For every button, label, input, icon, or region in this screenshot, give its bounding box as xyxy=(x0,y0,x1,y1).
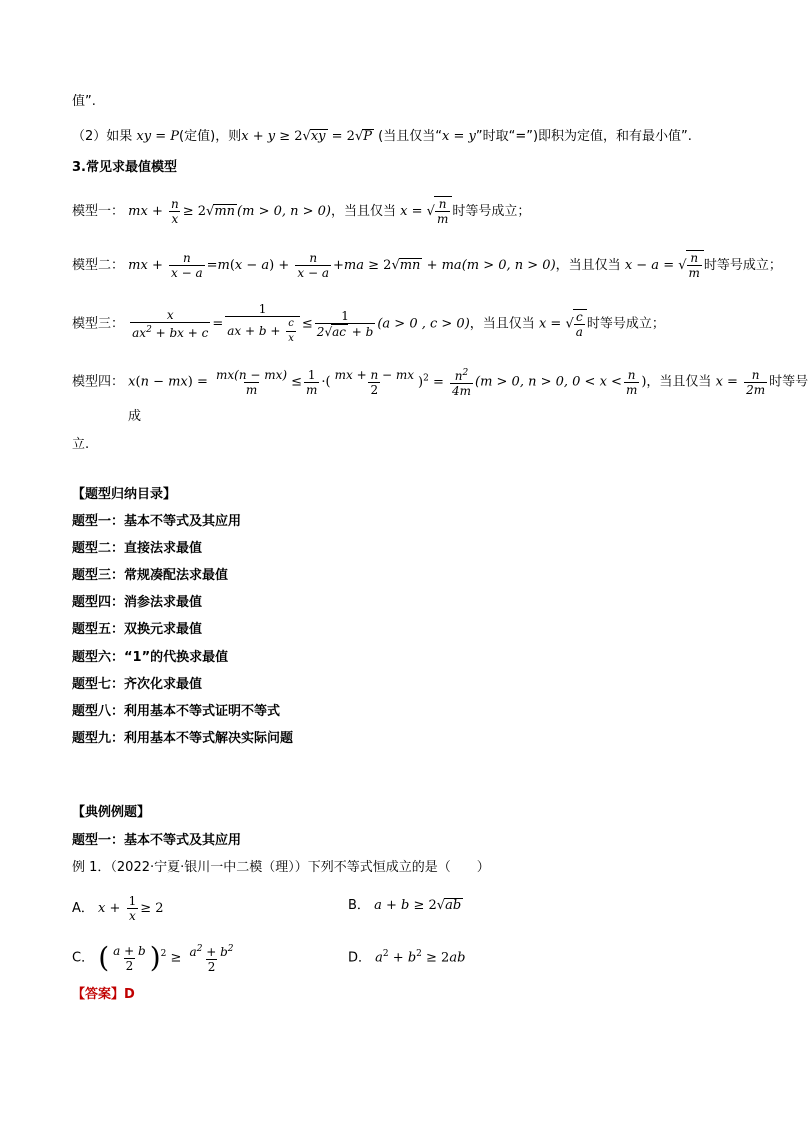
model-1: 模型一： mx + $\frac{n}{x}$ ≥ 2√mn (m > 0, n > 0)，当且仅当 x = √ $\frac{n}{m}$ 时等号成立； xyxy=(72,197,531,226)
option-c-label: C． xyxy=(72,950,95,966)
model-3: 模型三： $\frac{x}{ax^2 + bx + c}$ = 1 ax + b + $\frac{c}{x}$ ≤ $\frac{1}{2√ac + b}$ (a > 0 , c > 0)，当且仅当 x = √ $\frac{c}{a}$ 时等号成立； xyxy=(72,302,665,344)
option-b-label: B． xyxy=(348,898,370,913)
toc-item: 题型五：双换元求最值 xyxy=(72,622,203,637)
intro-item-2: （2）如果 xy = P(定值)，则x + y ≥ 2√xy = 2√P (当且仅当“x = y”时取“=”)即积为定值，和有最小值”. xyxy=(72,129,692,144)
toc-item: 题型九：利用基本不等式解决实际问题 xyxy=(72,731,294,746)
model-4-tail: 时等号 xyxy=(769,374,808,390)
item2-cond: (定值)，则 xyxy=(179,129,242,144)
toc-item: 题型四：消参法求最值 xyxy=(72,595,203,610)
toc-item: 题型一：基本不等式及其应用 xyxy=(72,514,242,529)
model-4-text: ，当且仅当 xyxy=(646,374,712,390)
answer-value: D xyxy=(124,987,135,1002)
model-3-cond: (a > 0 , c > 0) xyxy=(377,316,470,332)
model-1-cond: (m > 0, n > 0) xyxy=(237,204,331,219)
toc-item: 题型二：直接法求最值 xyxy=(72,541,203,556)
toc-title: 【题型归纳目录】 xyxy=(72,487,177,502)
option-a-label: A． xyxy=(72,901,94,916)
option-d-label: D． xyxy=(348,950,372,966)
model-3-text: ，当且仅当 xyxy=(469,316,535,332)
toc-item: 题型六：“1”的代换求最值 xyxy=(72,650,229,665)
intro-continuation xyxy=(72,92,96,112)
model-2: 模型二： mx + $\frac{n}{x - a}$ =m(x − a) + $\frac{n}{x - a}$ +ma ≥ 2√mn + ma(m > 0, n > 0)，当且仅当 x − a = √ $\frac{n}{m}$ 时等号成立； xyxy=(72,251,782,280)
section-3-title: 3.常见求最值模型 xyxy=(72,160,177,175)
model-4-cond: (m > 0, n > 0, 0 < x < xyxy=(475,374,622,390)
model-2-cond: (m > 0, n > 0) xyxy=(461,258,556,273)
model-4: 模型四： x(n − mx) = $\frac{mx(n - mx)}{m}$ ≤ $\frac{1}{m}$ ·( $\frac{mx + n - mx}{2}$ )$^2$ = $\frac{n^2}{4m}$ (m > 0, n > 0, 0 < x < $\frac{n}{m}$ )，当且仅当 x = $\frac{n}{2m}$ 时等号 xyxy=(72,367,808,398)
toc-item: 题型三：常规凑配法求最值 xyxy=(72,568,229,583)
type-1-heading: 题型一：基本不等式及其应用 xyxy=(72,833,242,848)
model-3-tail: 时等号成立； xyxy=(586,316,665,332)
model-4-label: 模型四： xyxy=(72,374,125,390)
examples-title: 【典例例题】 xyxy=(72,805,151,820)
item2-prefix: （2）如果 xyxy=(72,129,133,144)
item2-when2: ”时取“=”)即积为定值，和有最小值”. xyxy=(475,129,692,144)
option-c: C． ( $\frac{a + b}{2}$ )$^2$ ≥ $\frac{a^2 + b^2}{2}$ xyxy=(72,941,234,974)
answer-label: 【答案】 xyxy=(72,987,125,1002)
model-2-label: 模型二： xyxy=(72,258,125,273)
item2-when: (当且仅当“ xyxy=(378,129,442,144)
model-3-label: 模型三： xyxy=(72,316,125,332)
model-1-text: ，当且仅当 xyxy=(331,204,397,219)
answer xyxy=(72,985,135,1005)
toc-item: 题型八：利用基本不等式证明不等式 xyxy=(72,704,281,719)
example-1-question: 例 1．（2022·宁夏·银川一中二模（理））下列不等式恒成立的是（ ） xyxy=(72,860,490,875)
model-4-wrap-1: 成 xyxy=(128,409,142,424)
intro-cont-text: 值”. xyxy=(72,94,96,109)
model-2-tail: 时等号成立； xyxy=(703,258,782,273)
model-4-wrap-2: 立. xyxy=(72,437,90,452)
model-1-tail: 时等号成立； xyxy=(452,204,531,219)
option-d: D． $a^2 + b^2 \ge 2ab$ xyxy=(348,949,466,966)
option-b: B． a + b ≥ 2√ab xyxy=(348,898,462,913)
option-a: A． x + $\frac{1}{x}$ ≥ 2 xyxy=(72,894,164,923)
toc-item: 题型七：齐次化求最值 xyxy=(72,677,203,692)
model-1-label: 模型一： xyxy=(72,204,125,219)
model-2-text: ，当且仅当 xyxy=(555,258,621,273)
